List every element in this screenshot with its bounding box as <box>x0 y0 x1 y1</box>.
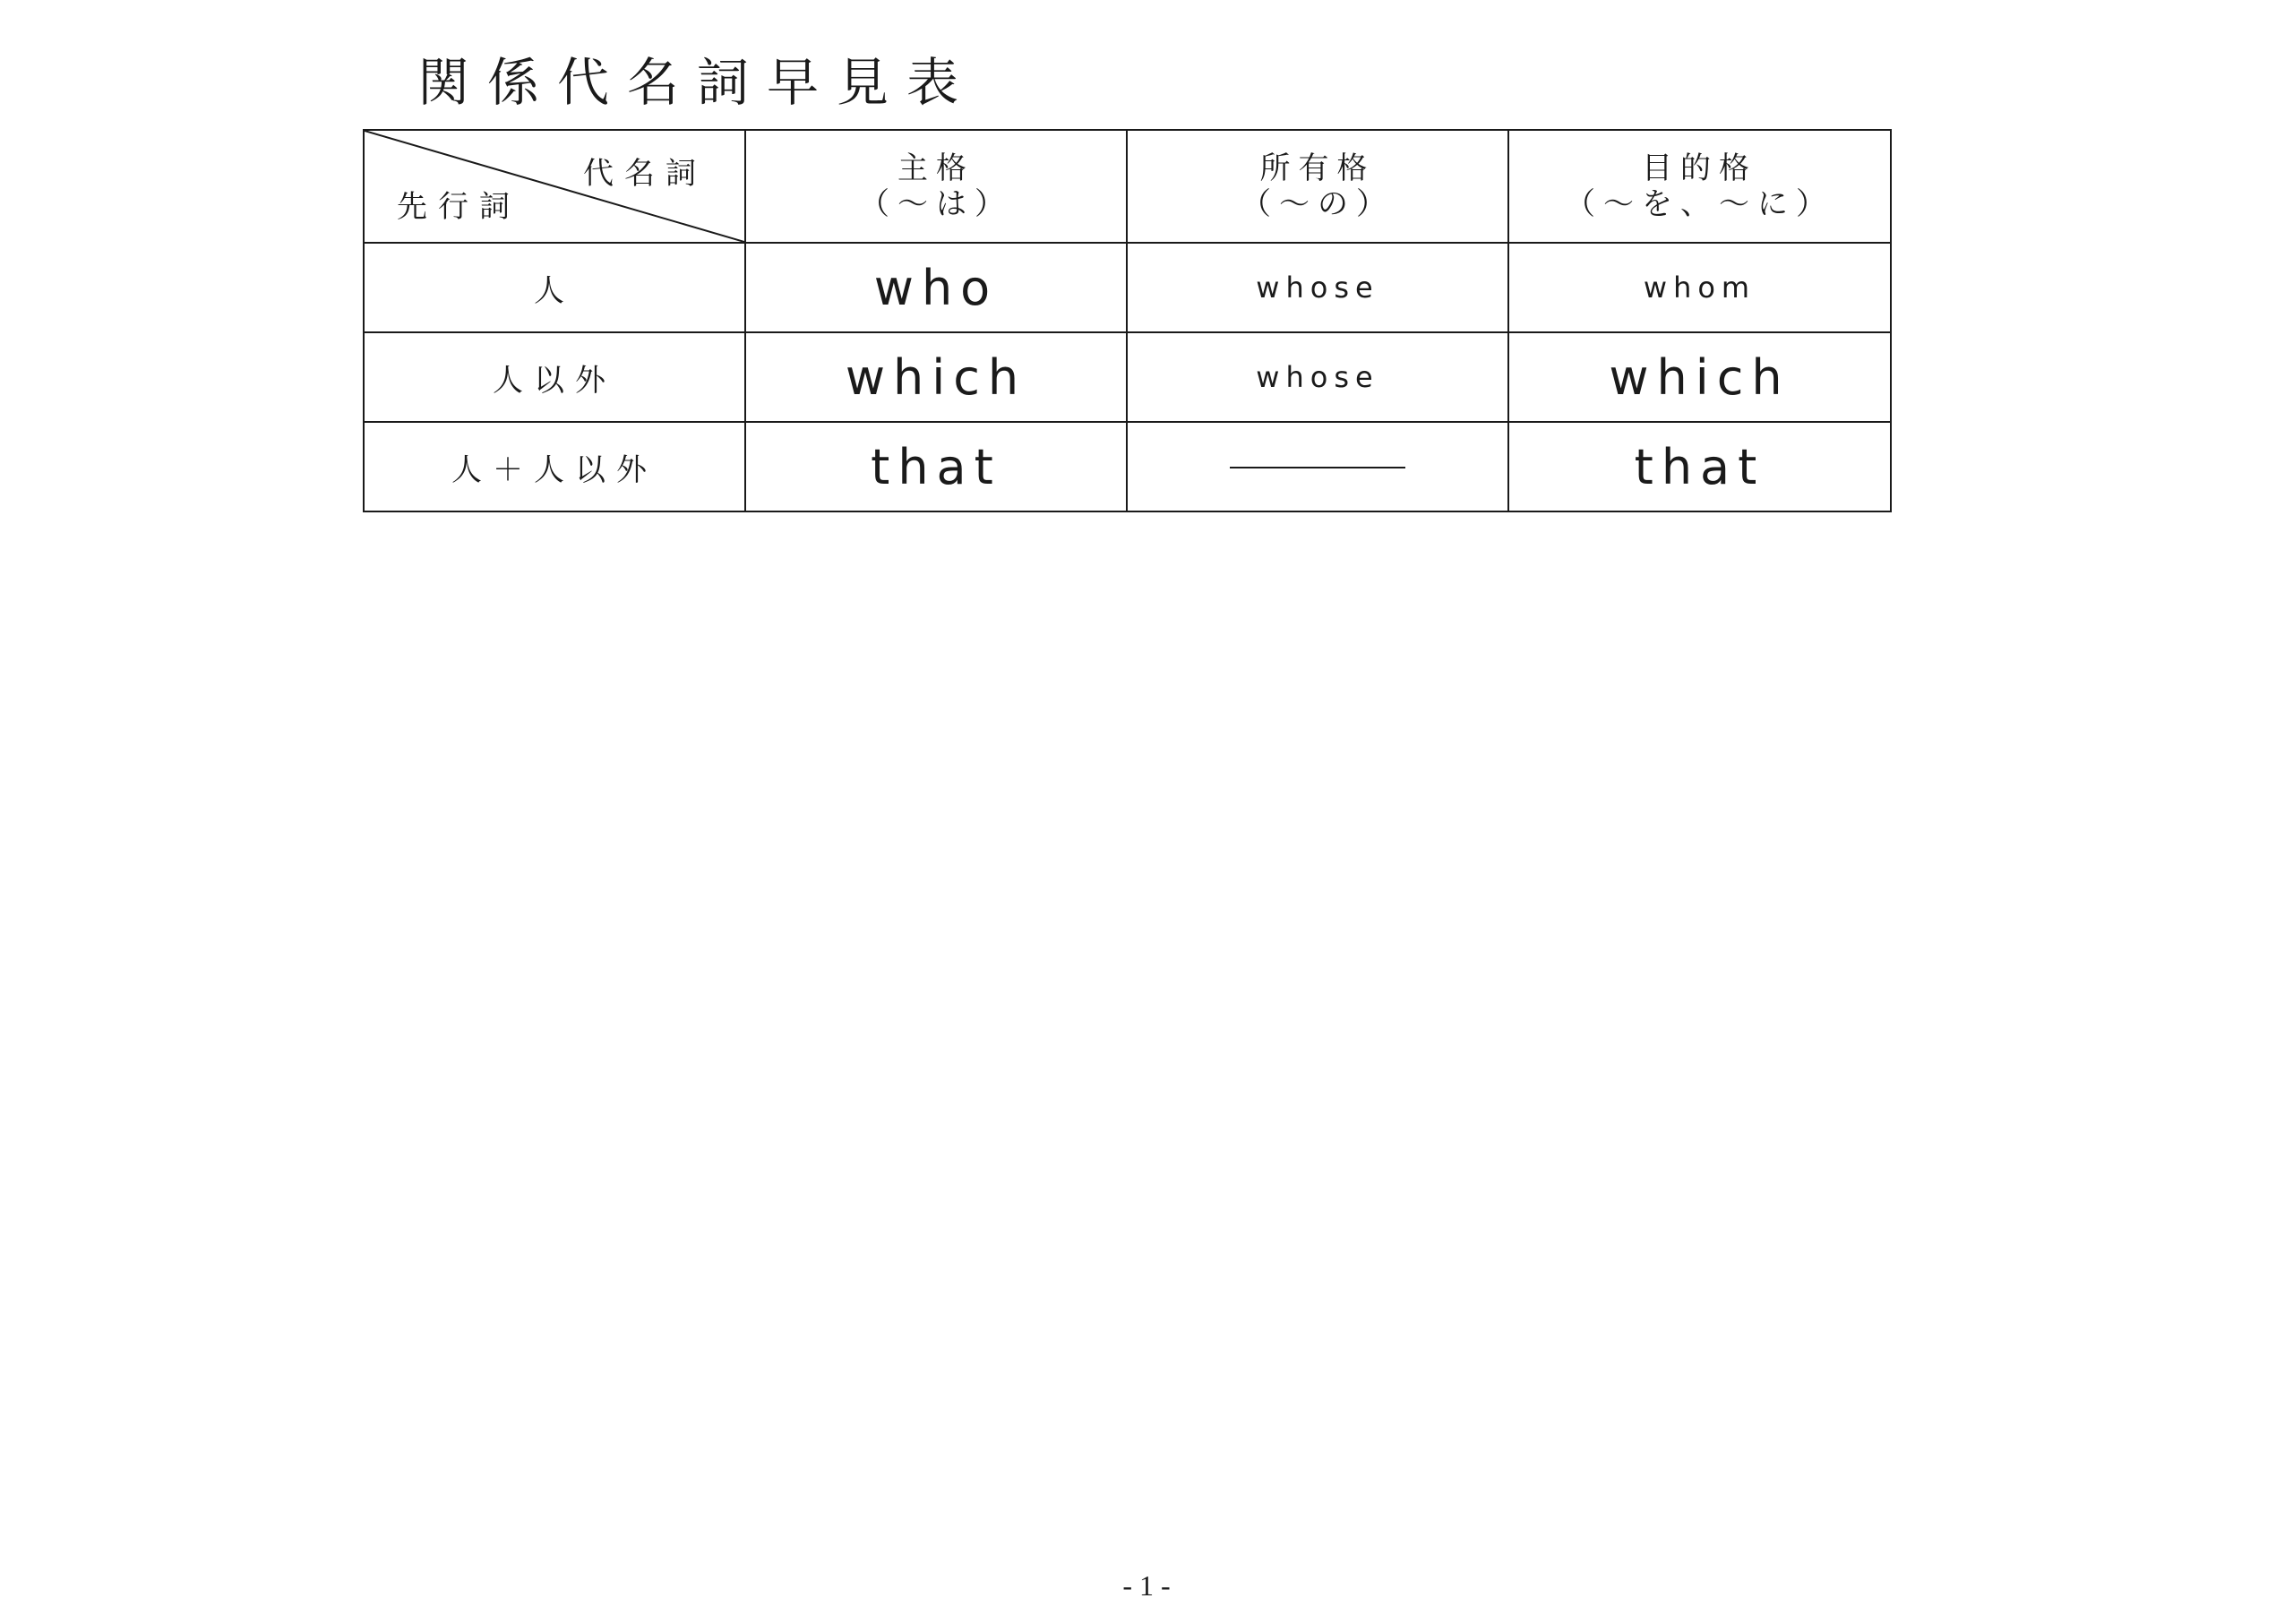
cell-possessive <box>1127 243 1508 332</box>
table-header-row <box>364 130 1891 243</box>
cell-subject-text: who <box>873 259 999 316</box>
row-label-text: 人 <box>534 272 575 309</box>
cell-object-text: which <box>1609 348 1791 406</box>
column-header-line2: （～は） <box>859 186 1013 222</box>
cell-subject <box>745 243 1127 332</box>
table-row <box>364 332 1891 422</box>
page-title: 関係代名詞早見表 <box>417 52 977 113</box>
corner-cell <box>364 130 745 243</box>
cell-subject-text: which <box>845 348 1027 406</box>
column-header-possessive <box>1127 130 1508 243</box>
column-header-line2: （～を、～に） <box>1565 186 1834 222</box>
cell-subject <box>745 422 1127 511</box>
column-header-object <box>1508 130 1891 243</box>
cell-object <box>1508 332 1891 422</box>
row-label-text: 人以外 <box>493 362 616 399</box>
cell-object-text: whom <box>1643 271 1756 305</box>
cell-possessive-empty <box>1127 422 1508 511</box>
column-header-line1: 所有格 <box>1259 150 1376 186</box>
cell-object <box>1508 422 1891 511</box>
row-label <box>364 332 745 422</box>
table-row <box>364 243 1891 332</box>
column-header-line2: （～の） <box>1241 186 1395 222</box>
cell-subject-text: that <box>871 438 1001 495</box>
cell-possessive-text: whose <box>1256 271 1379 305</box>
table-row <box>364 422 1891 511</box>
row-label-text: 人＋人以外 <box>451 451 657 488</box>
cell-object-text: that <box>1634 438 1765 495</box>
relative-pronoun-table <box>363 129 1890 512</box>
row-label <box>364 422 745 511</box>
column-header-line1: 目的格 <box>1642 150 1757 186</box>
cell-subject <box>745 332 1127 422</box>
corner-antecedent-label: 先行詞 <box>397 189 520 225</box>
column-header-subject <box>745 130 1127 243</box>
cell-object <box>1508 243 1891 332</box>
column-header-line1: 主格 <box>897 150 975 186</box>
page-number: - 1 - <box>1122 1569 1171 1602</box>
cell-possessive-text: whose <box>1256 360 1379 394</box>
table <box>363 129 1892 512</box>
empty-dash <box>1230 467 1405 468</box>
cell-possessive <box>1127 332 1508 422</box>
row-label <box>364 243 745 332</box>
corner-pronoun-label: 代名詞 <box>583 156 707 192</box>
